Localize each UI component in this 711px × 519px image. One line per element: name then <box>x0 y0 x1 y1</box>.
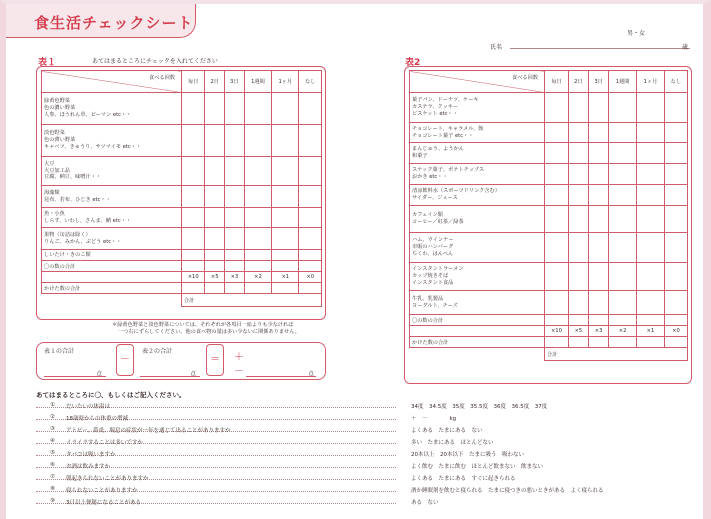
food-item-label <box>42 186 182 208</box>
multiplier-blank <box>42 272 182 283</box>
summary-total-unit: 点 <box>308 371 315 378</box>
multiplier-cell: ×10 <box>182 272 205 283</box>
table-row <box>410 206 688 233</box>
total-blank <box>42 294 182 307</box>
food-item-line: りんご、みかん、ぶどう etc・・ <box>44 238 122 245</box>
table-row <box>410 143 688 164</box>
check-cell[interactable] <box>588 233 608 263</box>
food-item-label <box>42 157 182 186</box>
check-cell[interactable] <box>664 123 687 143</box>
table1-footnote-2: 一つ右にずらしてください。他の食べ物の量は多い少ないに関係ありません。 <box>118 329 300 335</box>
table2-col-header: 1週間 <box>609 71 637 93</box>
multiplier-blank <box>410 326 545 337</box>
plus-sign: ＋ <box>234 352 244 363</box>
check-cell[interactable] <box>609 164 637 185</box>
food-item-label <box>42 208 182 228</box>
food-item-label <box>410 164 545 185</box>
food-item-line: インスタントラーメン <box>412 266 464 273</box>
table2-col-header: 3日 <box>588 71 608 93</box>
check-cell[interactable] <box>588 123 608 143</box>
count-cell[interactable] <box>225 261 245 272</box>
food-item-line: カフェイン類 <box>412 212 443 219</box>
check-cell[interactable] <box>182 228 205 250</box>
food-item-line: 牛乳、乳製品 <box>412 295 444 302</box>
equals-sign: ＝ <box>206 344 224 376</box>
check-cell[interactable] <box>205 157 225 186</box>
product-total-label: かけた数の合計 <box>42 283 182 294</box>
food-item-label <box>410 206 545 233</box>
food-item-label <box>410 185 545 206</box>
summary-box <box>36 342 326 380</box>
food-item-label <box>42 250 182 261</box>
check-cell[interactable] <box>588 93 608 123</box>
food-item-label <box>410 143 545 164</box>
table-row <box>410 291 688 315</box>
table1-col-header: 1週間 <box>244 71 271 93</box>
check-cell[interactable] <box>664 143 687 164</box>
count-cell[interactable] <box>244 261 271 272</box>
check-cell[interactable] <box>225 186 245 208</box>
check-cell[interactable] <box>664 164 687 185</box>
question-row <box>36 462 696 472</box>
count-cell[interactable] <box>545 315 569 326</box>
name-field[interactable] <box>510 48 690 49</box>
product-cell[interactable] <box>588 337 608 348</box>
table-row <box>42 186 322 208</box>
multiplier-cell: ×2 <box>609 326 637 337</box>
food-item-line: インスタント食品 <box>412 279 454 286</box>
food-item-line: 淡色野菜 <box>44 130 65 137</box>
check-cell[interactable] <box>299 228 322 250</box>
check-cell[interactable] <box>568 93 588 123</box>
question-text: 18歳時からの体重の増減 <box>66 416 128 422</box>
table-row <box>42 93 322 125</box>
check-cell[interactable] <box>664 185 687 206</box>
minus-sign: － <box>116 344 134 376</box>
table2-col-header: 2日 <box>568 71 588 93</box>
table-row <box>42 125 322 157</box>
check-cell[interactable] <box>272 125 299 157</box>
check-cell[interactable] <box>609 291 637 315</box>
check-cell[interactable] <box>182 125 205 157</box>
table-row <box>410 185 688 206</box>
table1-corner: 食べる回数 <box>42 71 182 93</box>
check-cell[interactable] <box>299 125 322 157</box>
check-cell[interactable] <box>568 291 588 315</box>
check-cell[interactable] <box>225 208 245 228</box>
multiplier-cell: ×5 <box>568 326 588 337</box>
check-cell[interactable] <box>637 185 665 206</box>
check-cell[interactable] <box>568 233 588 263</box>
check-cell[interactable] <box>637 263 665 291</box>
food-item-label <box>410 123 545 143</box>
product-cell[interactable] <box>545 337 569 348</box>
check-cell[interactable] <box>205 186 225 208</box>
food-item-line: 色の薄い野菜 <box>44 137 76 144</box>
summary-t2-field[interactable] <box>140 376 200 377</box>
check-cell[interactable] <box>545 143 569 164</box>
answer-options[interactable]: ある ない <box>411 500 439 506</box>
summary-total-field[interactable] <box>246 376 316 377</box>
table-row <box>410 233 688 263</box>
answer-options[interactable]: ＋ － kg <box>411 416 457 422</box>
table-row <box>410 123 688 143</box>
food-item-label <box>42 228 182 250</box>
summary-t1-label: 表１の合計 <box>44 348 75 355</box>
count-cell[interactable] <box>182 261 205 272</box>
question-text: 3日以上便秘になることがある <box>66 500 142 506</box>
question-number: ⑦ <box>50 474 55 480</box>
check-cell[interactable] <box>182 208 205 228</box>
food-item-line: コーヒー／紅茶／緑茶 <box>412 219 464 225</box>
gender-select[interactable]: 男・女 <box>626 30 645 37</box>
question-number: ④ <box>50 438 55 444</box>
table1-instruction: あてはまるところにチェックを入れてください <box>92 58 218 65</box>
count-cell[interactable] <box>568 315 588 326</box>
check-cell[interactable] <box>272 186 299 208</box>
food-item-line: スナック菓子、ポテトチップス <box>412 167 485 174</box>
food-item-label <box>410 93 545 123</box>
check-cell[interactable] <box>588 291 608 315</box>
check-cell[interactable] <box>637 291 665 315</box>
question-text: 朝起きられないことがありますか <box>66 476 149 482</box>
multiplier-cell: ×1 <box>637 326 665 337</box>
multiplier-cell: ×10 <box>545 326 569 337</box>
check-cell[interactable] <box>244 208 271 228</box>
table-row <box>410 263 688 291</box>
answer-options[interactable]: 多い たまにある ほとんどない <box>411 440 494 446</box>
food-item-label <box>410 233 545 263</box>
food-item-line: 緑黄色野菜 <box>44 98 70 105</box>
food-item-line: チョコレート菓子 etc・・ <box>412 132 474 139</box>
table-row <box>410 93 688 123</box>
check-cell[interactable] <box>545 206 569 233</box>
table2-label: 表2 <box>405 58 421 68</box>
table1-label: 表１ <box>38 58 57 68</box>
grand-total-label: 合計 <box>547 351 558 358</box>
table1-col-header: 1ヶ月 <box>272 71 299 93</box>
multiplier-cell: ×0 <box>299 272 322 283</box>
question-number: ⑤ <box>50 450 55 456</box>
check-cell[interactable] <box>568 123 588 143</box>
food-item-line: 人参、ほうれん草、ピーマン etc・・ <box>44 111 132 118</box>
check-cell[interactable] <box>244 186 271 208</box>
food-item-line: ヨーグルト、チーズ <box>412 302 458 309</box>
food-item-label <box>410 291 545 315</box>
food-item-line: しいたけ・きのこ類 <box>44 251 91 258</box>
check-cell[interactable] <box>545 291 569 315</box>
check-cell[interactable] <box>272 93 299 125</box>
table-row <box>42 228 322 250</box>
count-cell[interactable] <box>664 315 687 326</box>
count-cell[interactable] <box>205 261 225 272</box>
check-cell[interactable] <box>299 157 322 186</box>
question-row <box>36 402 696 412</box>
food-item-line: まんじゅう、ようかん <box>412 146 464 153</box>
food-item-line: カステラ、クッキー <box>412 104 459 111</box>
check-cell[interactable] <box>272 157 299 186</box>
product-total-label: かけた数の合計 <box>410 337 545 348</box>
check-cell[interactable] <box>272 250 299 261</box>
summary-t1-field[interactable] <box>44 376 106 377</box>
product-cell[interactable] <box>568 337 588 348</box>
summary-t2-label: 表２の合計 <box>142 348 173 355</box>
minus-sign-2: － <box>234 366 244 377</box>
check-cell[interactable] <box>637 123 665 143</box>
food-item-line: 昆布、若布、ひじき etc・・ <box>44 196 111 203</box>
answer-options[interactable]: 34度 34.5度 35度 35.5度 36度 36.5度 37度 <box>411 404 548 410</box>
question-text: イライラすることは多いですか <box>66 440 143 446</box>
multiplier-cell: ×1 <box>272 272 299 283</box>
check-cell[interactable] <box>205 93 225 125</box>
food-item-line: 海藻類 <box>44 189 60 196</box>
check-cell[interactable] <box>664 263 687 291</box>
food-item-line: 菓子パン、ドーナツ、ケーキ <box>412 97 479 104</box>
food-item-line: おかき etc・・ <box>412 174 448 180</box>
check-cell[interactable] <box>545 123 569 143</box>
product-cell[interactable] <box>225 283 245 294</box>
check-cell[interactable] <box>299 208 322 228</box>
question-row <box>36 474 696 484</box>
answer-options[interactable]: よくある たまにある すぐに起きられる <box>411 476 516 482</box>
check-cell[interactable] <box>182 186 205 208</box>
check-cell[interactable] <box>244 93 271 125</box>
check-cell[interactable] <box>568 143 588 164</box>
check-cell[interactable] <box>545 93 569 123</box>
question-number: ③ <box>50 426 55 432</box>
food-item-line: 豆腐、納豆、味噌汁・・ <box>44 174 102 181</box>
question-number: ⑨ <box>50 498 55 504</box>
count-cell[interactable] <box>609 315 637 326</box>
multiplier-cell: ×2 <box>244 272 271 283</box>
check-cell[interactable] <box>609 263 637 291</box>
check-cell[interactable] <box>272 208 299 228</box>
count-cell[interactable] <box>272 261 299 272</box>
check-cell[interactable] <box>244 125 271 157</box>
check-cell[interactable] <box>225 250 245 261</box>
question-row <box>36 498 696 508</box>
food-item-label <box>42 93 182 125</box>
multiplier-cell: ×3 <box>588 326 608 337</box>
count-total-label: 〇の数の合計 <box>410 315 545 326</box>
table-row <box>410 164 688 185</box>
question-row <box>36 450 696 460</box>
table1-col-header: 毎日 <box>182 71 205 93</box>
table1-col-header: 3日 <box>225 71 245 93</box>
question-text: お酒は飲みますか <box>66 464 111 470</box>
summary-t2-unit: 点 <box>190 371 197 378</box>
question-text: タバコは吸いますか <box>66 452 116 458</box>
table2-col-header: 1ヶ月 <box>637 71 665 93</box>
check-cell[interactable] <box>664 93 687 123</box>
check-cell[interactable] <box>545 185 569 206</box>
check-cell[interactable] <box>609 93 637 123</box>
question-row <box>36 486 696 496</box>
product-cell[interactable] <box>637 337 665 348</box>
check-cell[interactable] <box>225 157 245 186</box>
check-cell[interactable] <box>244 157 271 186</box>
food-item-line: サイダー、ジュース <box>412 195 458 201</box>
food-item-line: 市販のハンバーグ <box>412 244 454 251</box>
check-cell[interactable] <box>205 250 225 261</box>
food-item-line: 清涼飲料水（スポーツドリンク含む） <box>412 188 500 195</box>
product-cell[interactable] <box>244 283 271 294</box>
food-item-line: 大豆加工品 <box>44 167 70 174</box>
answer-options[interactable]: よく飲む たまに飲む ほとんど飲まない 飲まない <box>411 464 544 470</box>
grand-total-cell[interactable] <box>182 294 322 307</box>
check-cell[interactable] <box>637 233 665 263</box>
food-item-line: ちくわ、はんぺん <box>412 250 454 257</box>
check-cell[interactable] <box>205 208 225 228</box>
food-item-line: 和菓子 <box>412 153 428 159</box>
table-row <box>42 250 322 261</box>
table2-grid <box>409 70 688 361</box>
check-cell[interactable] <box>637 143 665 164</box>
multiplier-cell: ×0 <box>664 326 687 337</box>
check-cell[interactable] <box>205 228 225 250</box>
check-cell[interactable] <box>568 263 588 291</box>
check-cell[interactable] <box>244 250 271 261</box>
count-cell[interactable] <box>299 261 322 272</box>
grand-total-cell[interactable] <box>545 348 688 361</box>
table-row <box>42 208 322 228</box>
check-cell[interactable] <box>545 263 569 291</box>
product-cell[interactable] <box>272 283 299 294</box>
check-cell[interactable] <box>545 233 569 263</box>
food-item-line: 色の濃い野菜 <box>44 105 76 112</box>
product-cell[interactable] <box>299 283 322 294</box>
check-cell[interactable] <box>609 143 637 164</box>
check-cell[interactable] <box>225 125 245 157</box>
food-item-line: カップ焼きそば <box>412 273 449 280</box>
question-text: だいたいの体温は <box>66 404 111 410</box>
question-number: ⑧ <box>50 486 55 492</box>
answer-options[interactable]: よくある たまにある ない <box>411 428 483 434</box>
product-cell[interactable] <box>205 283 225 294</box>
food-item-line: しらす、いわし、さんま、鯖 etc・・ <box>44 217 132 224</box>
check-cell[interactable] <box>664 206 687 233</box>
question-number: ② <box>50 414 55 420</box>
food-item-label <box>42 125 182 157</box>
multiplier-cell: ×3 <box>225 272 245 283</box>
age-label: 歳 <box>682 44 689 51</box>
question-row <box>36 438 696 448</box>
total-blank <box>410 348 545 361</box>
check-cell[interactable] <box>182 157 205 186</box>
question-row <box>36 426 696 436</box>
table-row <box>42 157 322 186</box>
check-cell[interactable] <box>609 206 637 233</box>
question-number: ① <box>50 402 55 408</box>
check-cell[interactable] <box>545 164 569 185</box>
check-cell[interactable] <box>568 206 588 233</box>
check-cell[interactable] <box>588 263 608 291</box>
check-cell[interactable] <box>664 233 687 263</box>
table1-col-header: なし <box>299 71 322 93</box>
food-item-line: ハム、ウインナー <box>412 237 454 244</box>
food-item-line: 魚・小魚 <box>44 210 65 217</box>
answer-options[interactable]: 酒か睡眠剤を飲むと寝られる たまに寝つきの悪いときがある よく寝られる <box>411 488 604 494</box>
questions-heading: あてはまるところに〇、もしくはご記入ください。 <box>36 391 186 399</box>
name-label: 氏名 <box>490 44 503 51</box>
food-item-line: 果物（缶詰は除く） <box>44 231 91 238</box>
product-cell[interactable] <box>609 337 637 348</box>
page-title: 食生活チェックシート <box>34 14 194 32</box>
check-cell[interactable] <box>225 93 245 125</box>
check-cell[interactable] <box>272 228 299 250</box>
count-cell[interactable] <box>588 315 608 326</box>
check-cell[interactable] <box>609 185 637 206</box>
check-cell[interactable] <box>588 206 608 233</box>
check-cell[interactable] <box>588 143 608 164</box>
check-cell[interactable] <box>637 93 665 123</box>
check-cell[interactable] <box>225 228 245 250</box>
question-text: 寝られないことがありますか <box>66 488 138 494</box>
check-cell[interactable] <box>664 291 687 315</box>
count-cell[interactable] <box>637 315 665 326</box>
table1-grid <box>41 70 322 307</box>
product-cell[interactable] <box>664 337 687 348</box>
answer-options[interactable]: 20本以上 20本以下 たまに吸う 吸わない <box>411 452 524 458</box>
check-cell[interactable] <box>244 228 271 250</box>
check-cell[interactable] <box>588 185 608 206</box>
check-cell[interactable] <box>637 164 665 185</box>
food-item-label <box>410 263 545 291</box>
check-cell[interactable] <box>609 123 637 143</box>
table2-corner: 食べる回数 <box>410 71 545 93</box>
food-item-line: ビスケット etc・・ <box>412 110 458 117</box>
check-cell[interactable] <box>568 185 588 206</box>
check-cell[interactable] <box>182 93 205 125</box>
count-total-label: 〇の数の合計 <box>42 261 182 272</box>
summary-t1-unit: 点 <box>96 371 103 378</box>
product-cell[interactable] <box>182 283 205 294</box>
check-cell[interactable] <box>299 186 322 208</box>
check-cell[interactable] <box>205 125 225 157</box>
check-cell[interactable] <box>637 206 665 233</box>
multiplier-cell: ×5 <box>205 272 225 283</box>
question-text: アトピー、鼻炎、喘息の症状が一年を通じて出ることがありますか <box>66 428 231 434</box>
grand-total-label: 合計 <box>184 297 195 304</box>
table2-col-header: なし <box>664 71 687 93</box>
food-item-line: キャベツ、きゅうり、サツマイモ etc・・ <box>44 143 142 150</box>
check-cell[interactable] <box>299 250 322 261</box>
food-item-line: 大豆 <box>44 160 55 167</box>
check-cell[interactable] <box>609 233 637 263</box>
table1-footnote-1: ＊緑黄色野菜と淡色野菜については、それぞれが各項目一皿よりも少なければ <box>112 322 294 328</box>
table2-col-header: 毎日 <box>545 71 569 93</box>
food-item-line: チョコレート、キャラメル、飴 <box>412 125 484 132</box>
check-cell[interactable] <box>588 164 608 185</box>
table1-col-header: 2日 <box>205 71 225 93</box>
check-cell[interactable] <box>568 164 588 185</box>
check-cell[interactable] <box>299 93 322 125</box>
question-row <box>36 414 696 424</box>
question-number: ⑥ <box>50 462 55 468</box>
check-cell[interactable] <box>182 250 205 261</box>
